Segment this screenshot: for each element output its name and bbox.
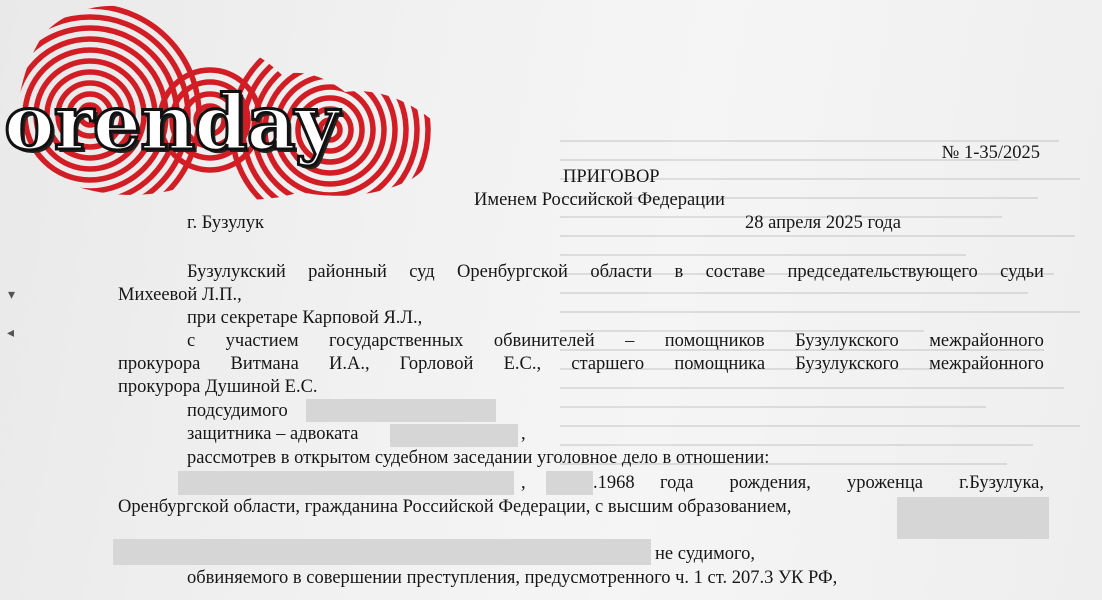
redacted-full-name bbox=[178, 471, 514, 495]
region-citizenship-line: Оренбургской области, гражданина Российской Федерации, с высшим образованием, bbox=[118, 497, 792, 517]
prosecutors-line-2: прокурора Витмана И.А., Горловой Е.С., старшего помощника Бузулукского межрайонного bbox=[118, 354, 1044, 374]
scan-mark: ◂ bbox=[7, 326, 15, 341]
judge-name: Михеевой Л.П., bbox=[118, 285, 242, 305]
city: г. Бузулук bbox=[187, 213, 264, 233]
birth-comma: , bbox=[521, 473, 526, 493]
scan-mark: ▾ bbox=[8, 288, 16, 303]
defender-comma: , bbox=[521, 424, 526, 444]
prosecutors-line-3: прокурора Душиной Е.С. bbox=[118, 377, 318, 397]
birth-year: .1968 bbox=[593, 473, 635, 493]
case-number: № 1-35/2025 bbox=[941, 143, 1040, 163]
considered-line: рассмотрев в открытом судебном заседании уголовное дело в отношении: bbox=[187, 448, 770, 468]
defender-label: защитника – адвоката bbox=[187, 424, 359, 444]
birthplace-line: года рождения, уроженца г.Бузулука, bbox=[660, 473, 1044, 493]
redacted-defendant-name bbox=[306, 399, 496, 422]
logo-wordmark: orenday bbox=[4, 78, 338, 167]
redacted-occupation bbox=[897, 497, 1049, 539]
redacted-birth-date bbox=[546, 471, 593, 495]
document-subtitle: Именем Российской Федерации bbox=[474, 190, 725, 210]
prosecutors-line-1: с участием государственных обвинителей – помощников Бузулукского межрайонного bbox=[187, 331, 1044, 351]
defendant-label: подсудимого bbox=[187, 401, 288, 421]
court-composition-line: Бузулукский районный суд Оренбургской области в составе председательствующего судьи bbox=[187, 262, 1044, 282]
charge-line: обвиняемого в совершении преступления, предусмотренного ч. 1 ст. 207.3 УК РФ, bbox=[187, 568, 838, 588]
redacted-address bbox=[113, 539, 651, 565]
criminal-record-status: не судимого, bbox=[655, 544, 756, 564]
redacted-defender-name bbox=[390, 424, 518, 447]
document-date: 28 апреля 2025 года bbox=[745, 213, 901, 233]
secretary-line: при секретаре Карповой Я.Л., bbox=[187, 308, 423, 328]
document-title: ПРИГОВОР bbox=[563, 167, 660, 187]
